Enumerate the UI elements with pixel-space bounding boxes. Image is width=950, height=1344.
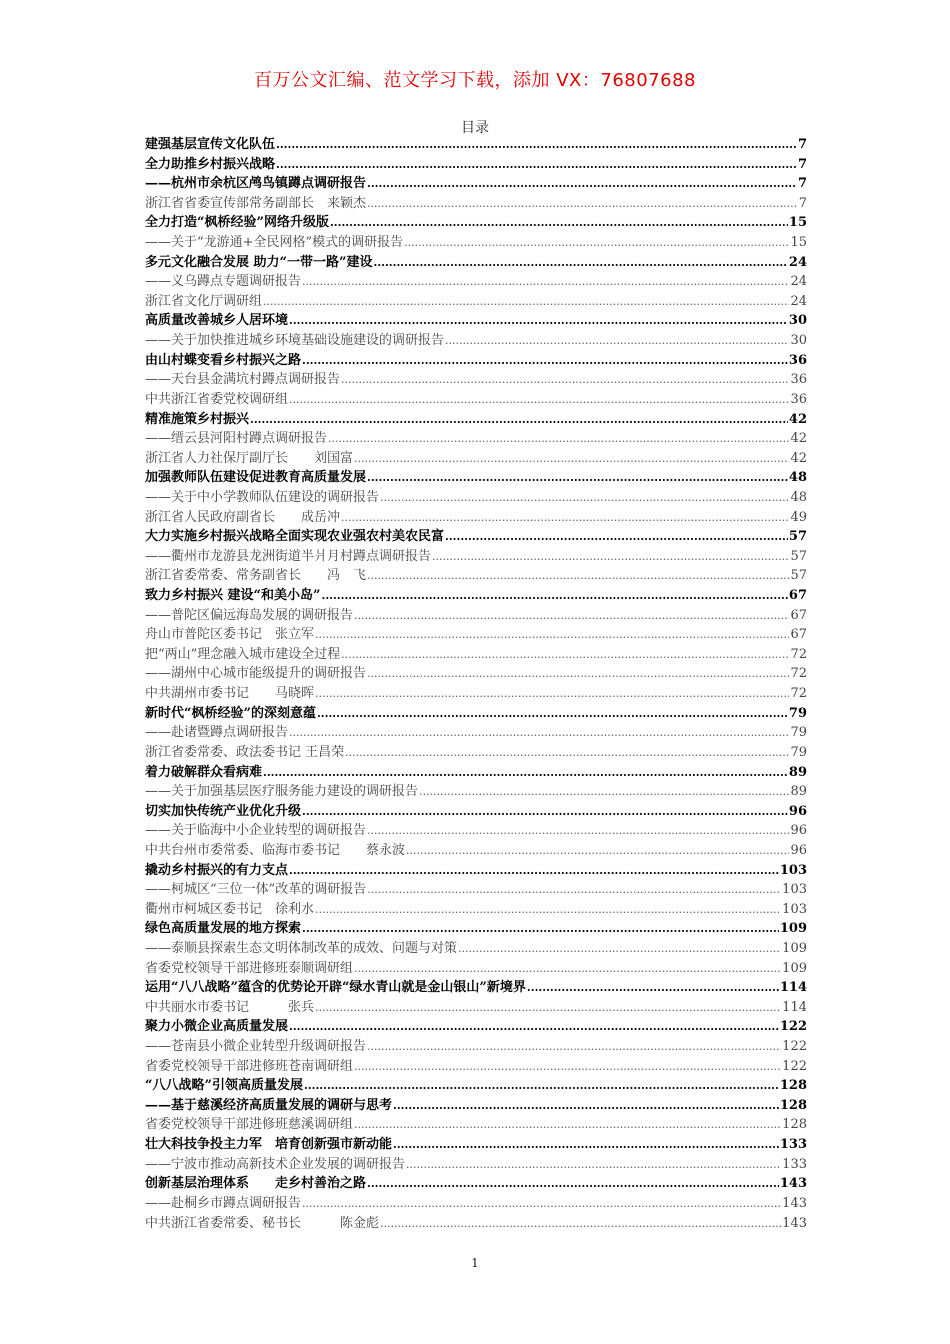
- dot-leader: [354, 1115, 781, 1135]
- toc-entry[interactable]: [145, 213, 807, 233]
- dot-leader: [315, 900, 781, 920]
- toc-entry-page: 7: [798, 195, 807, 211]
- toc-entry-title: 浙江省人力社保厅副厅长 刘国富: [145, 450, 354, 466]
- dot-leader: [406, 841, 789, 861]
- toc-entry-page: 79: [790, 744, 807, 760]
- dot-leader: [367, 1037, 781, 1057]
- toc-entry-page: 133: [779, 1137, 807, 1153]
- toc-entry-title: 中共浙江省委党校调研组: [145, 391, 289, 407]
- toc-entry-title: ——赴诸暨蹲点调研报告: [145, 725, 289, 741]
- dot-leader: [302, 1194, 781, 1214]
- toc-entry[interactable]: [145, 429, 807, 449]
- toc-entry-page: 67: [790, 607, 807, 623]
- toc-entry[interactable]: [145, 155, 807, 175]
- toc-entry-title: 由山村蝶变看乡村振兴之路: [145, 352, 302, 368]
- page-number: 1: [471, 1256, 479, 1270]
- toc-entry-page: 57: [790, 568, 807, 584]
- dot-leader: [341, 370, 789, 390]
- dot-leader: [432, 547, 789, 567]
- toc-entry[interactable]: [145, 821, 807, 841]
- toc-entry-title: 着力破解群众看病难: [145, 764, 263, 780]
- toc-entry[interactable]: [145, 704, 807, 724]
- toc-entry-page: 15: [788, 215, 807, 231]
- toc-entry-page: 128: [779, 1097, 807, 1113]
- toc-entry-title: ——普陀区偏远海岛发展的调研报告: [145, 607, 354, 623]
- dot-leader: [380, 1214, 781, 1234]
- toc-entry[interactable]: [145, 586, 807, 606]
- toc-entry-title: 壮大科技争投主力军 培育创新强市新动能: [145, 1137, 393, 1153]
- dot-leader: [276, 155, 797, 175]
- toc-entry-title: ——衢州市龙游县龙洲街道半爿月村蹲点调研报告: [145, 548, 432, 564]
- dot-leader: [328, 429, 789, 449]
- toc-entry-page: 48: [790, 489, 807, 505]
- dot-leader: [367, 194, 798, 214]
- toc-entry-page: 72: [790, 686, 807, 702]
- toc-entry[interactable]: [145, 664, 807, 684]
- dot-leader: [345, 743, 789, 763]
- dot-leader: [354, 606, 789, 626]
- toc-entry-page: 7: [797, 176, 807, 192]
- toc-entry[interactable]: [145, 135, 807, 155]
- toc-entry[interactable]: [145, 194, 807, 214]
- toc-entry[interactable]: [145, 978, 807, 998]
- toc-entry-title: 加强教师队伍建设促进教育高质量发展: [145, 470, 367, 486]
- toc-entry-title: 新时代“枫桥经验”的深刻意蕴: [145, 705, 316, 721]
- toc-entry-title: 创新基层治理体系 走乡村善治之路: [145, 1176, 367, 1192]
- toc-entry-page: 49: [790, 509, 807, 525]
- toc-entry[interactable]: [145, 959, 807, 979]
- toc-entry-title: 中共浙江省委常委、秘书长 陈金彪: [145, 1215, 380, 1231]
- toc-entry-page: 24: [790, 293, 807, 309]
- toc-entry-title: 多元文化融合发展 助力“一带一路”建设: [145, 254, 373, 270]
- toc-entry-title: 致力乡村振兴 建设“和美小岛”: [145, 588, 321, 604]
- dot-leader: [321, 586, 787, 606]
- toc-entry-page: 89: [788, 764, 807, 780]
- dot-leader: [367, 664, 789, 684]
- toc-entry[interactable]: [145, 410, 807, 430]
- toc-entry-page: 122: [782, 1058, 807, 1074]
- toc-entry-title: 聚力小微企业高质量发展: [145, 1019, 289, 1035]
- toc-entry-page: 133: [782, 1156, 807, 1172]
- toc-entry-page: 42: [788, 411, 807, 427]
- dot-leader: [354, 1057, 781, 1077]
- toc-entry[interactable]: [145, 1096, 807, 1116]
- toc-entry-title: ——苍南县小微企业转型升级调研报告: [145, 1039, 367, 1055]
- dot-leader: [458, 939, 781, 959]
- dot-leader: [341, 645, 789, 665]
- toc-entry[interactable]: [145, 311, 807, 331]
- dot-leader: [289, 723, 789, 743]
- toc-entry-title: ——杭州市余杭区鸬鸟镇蹲点调研报告: [145, 176, 367, 192]
- dot-leader: [367, 174, 797, 194]
- toc-entry-title: ——缙云县河阳村蹲点调研报告: [145, 431, 328, 447]
- toc-entry-page: 36: [788, 352, 807, 368]
- dot-leader: [304, 1076, 779, 1096]
- toc-entry-page: 96: [790, 823, 807, 839]
- dot-leader: [302, 802, 788, 822]
- toc-entry-page: 72: [790, 666, 807, 682]
- toc-entry-page: 114: [779, 980, 807, 996]
- toc-entry[interactable]: [145, 841, 807, 861]
- toc-entry-title: ——关于临海中小企业转型的调研报告: [145, 823, 367, 839]
- dot-leader: [367, 1174, 779, 1194]
- toc-entry-page: 96: [788, 803, 807, 819]
- toc-entry-title: 浙江省人民政府副省长 成岳冲: [145, 509, 341, 525]
- toc-entry[interactable]: [145, 331, 807, 351]
- toc-entry-title: 建强基层宣传文化队伍: [145, 137, 276, 152]
- toc-entry-page: 122: [782, 1039, 807, 1055]
- toc-entry-title: “八八战略”引领高质量发展: [145, 1078, 303, 1094]
- toc-entry[interactable]: [145, 468, 807, 488]
- toc-entry[interactable]: [145, 782, 807, 802]
- toc-entry[interactable]: [145, 292, 807, 312]
- toc-entry-title: ——关于“龙游通+全民网格”模式的调研报告: [145, 235, 404, 251]
- toc-entry-title: 把“两山”理念融入城市建设全过程: [145, 646, 341, 662]
- toc-entry-page: 42: [790, 450, 807, 466]
- toc-entry[interactable]: [145, 370, 807, 390]
- toc-entry-title: 高质量改善城乡人居环境: [145, 313, 289, 329]
- toc-entry-page: 57: [788, 529, 807, 545]
- toc-entry-title: ——泰顺县探索生态文明体制改革的成效、问题与对策: [145, 940, 458, 956]
- dot-leader: [380, 488, 789, 508]
- toc-entry[interactable]: [145, 233, 807, 253]
- toc-entry-title: ——湖州中心城市能级提升的调研报告: [145, 666, 367, 682]
- dot-leader: [367, 880, 781, 900]
- toc-entry-title: ——关于加强基层医疗服务能力建设的调研报告: [145, 784, 419, 800]
- toc-entry-title: 中共湖州市委书记 马晓晖: [145, 686, 315, 702]
- dot-leader: [289, 311, 788, 331]
- toc-entry-title: 撬动乡村振兴的有力支点: [145, 862, 289, 878]
- toc-entry-page: 109: [779, 921, 807, 937]
- toc-entry-page: 42: [790, 431, 807, 447]
- toc-entry[interactable]: [145, 625, 807, 645]
- toc-entry[interactable]: [145, 1057, 807, 1077]
- toc-entry-title: ——义乌蹲点专题调研报告: [145, 274, 302, 290]
- toc-entry-title: ——基于慈溪经济高质量发展的调研与思考: [145, 1097, 393, 1113]
- toc-entry-page: 103: [782, 882, 807, 898]
- dot-leader: [289, 390, 789, 410]
- toc-entry-page: 114: [782, 999, 807, 1015]
- toc-entry-title: 浙江省省委宣传部常务副部长 来颖杰: [145, 195, 367, 211]
- dot-leader: [315, 998, 781, 1018]
- toc-entry-title: 浙江省文化厅调研组: [145, 293, 263, 309]
- toc-entry-title: 切实加快传统产业优化升级: [145, 803, 302, 819]
- dot-leader: [317, 704, 788, 724]
- toc-entry-page: 103: [782, 901, 807, 917]
- toc-entry-title: ——赴桐乡市蹲点调研报告: [145, 1195, 302, 1211]
- toc-entry[interactable]: [145, 645, 807, 665]
- toc-entry[interactable]: [145, 566, 807, 586]
- toc-entry-title: ——关于中小学教师队伍建设的调研报告: [145, 489, 380, 505]
- toc-entry[interactable]: [145, 1076, 807, 1096]
- toc-entry-title: 运用“八八战略”蕴含的优势论开辟“绿水青山就是金山银山”新境界: [145, 980, 526, 996]
- dot-leader: [354, 959, 781, 979]
- toc-entry[interactable]: [145, 1174, 807, 1194]
- toc-entry-title: 全力打造“枫桥经验”网络升级版: [145, 215, 329, 231]
- toc-entry[interactable]: [145, 1135, 807, 1155]
- toc-entry-page: 57: [790, 548, 807, 564]
- toc-entry-title: ——天台县金满坑村蹲点调研报告: [145, 372, 341, 388]
- dot-leader: [373, 253, 787, 273]
- dot-leader: [445, 527, 788, 547]
- toc-entry[interactable]: [145, 723, 807, 743]
- toc-entry-page: 143: [779, 1176, 807, 1192]
- dot-leader: [315, 684, 789, 704]
- toc-entry[interactable]: [145, 488, 807, 508]
- toc-entry-title: ——关于加快推进城乡环境基础设施建设的调研报告: [145, 333, 445, 349]
- dot-leader: [341, 508, 789, 528]
- toc-entry-page: 36: [790, 391, 807, 407]
- toc-entry-title: 中共台州市委常委、临海市委书记 蔡永波: [145, 842, 406, 858]
- toc-entry-page: 103: [779, 862, 807, 878]
- toc-entry-page: 79: [788, 705, 807, 721]
- dot-leader: [367, 468, 788, 488]
- toc-entry-title: 省委党校领导干部进修班慈溪调研组: [145, 1117, 354, 1133]
- toc-entry[interactable]: [145, 900, 807, 920]
- dot-leader: [404, 233, 789, 253]
- toc-entry-title: 绿色高质量发展的地方探索: [145, 921, 302, 937]
- toc-entry-page: 67: [790, 627, 807, 643]
- dot-leader: [302, 919, 779, 939]
- toc-entry-page: 36: [790, 372, 807, 388]
- toc-entry-page: 24: [790, 274, 807, 290]
- toc-entry-page: 128: [779, 1078, 807, 1094]
- toc-entry[interactable]: [145, 606, 807, 626]
- toc-entry-page: 7: [797, 137, 807, 152]
- toc-entry[interactable]: [145, 1017, 807, 1037]
- toc-entry[interactable]: [145, 939, 807, 959]
- dot-leader: [263, 292, 789, 312]
- toc-entry[interactable]: [145, 508, 807, 528]
- dot-leader: [250, 410, 788, 430]
- toc-entry-title: 浙江省委常委、政法委书记 王昌荣: [145, 744, 345, 760]
- toc-entry-title: 舟山市普陀区委书记 张立军: [145, 627, 315, 643]
- toc-entry-page: 96: [790, 842, 807, 858]
- dot-leader: [527, 978, 779, 998]
- watermark-banner: 百万公文汇编、范文学习下载，添加 VX：76807688: [254, 70, 696, 91]
- dot-leader: [393, 1135, 779, 1155]
- toc-entry-title: 省委党校领导干部进修班泰顺调研组: [145, 960, 354, 976]
- toc-entry[interactable]: [145, 547, 807, 567]
- toc-entry[interactable]: [145, 861, 807, 881]
- toc-entry-page: 67: [788, 588, 807, 604]
- toc-entry-title: 省委党校领导干部进修班苍南调研组: [145, 1058, 354, 1074]
- toc-entry-page: 24: [788, 254, 807, 270]
- table-of-contents: [145, 135, 807, 1233]
- dot-leader: [354, 449, 789, 469]
- toc-entry[interactable]: [145, 253, 807, 273]
- toc-entry-page: 109: [782, 960, 807, 976]
- dot-leader: [330, 213, 788, 233]
- toc-entry-page: 79: [790, 725, 807, 741]
- toc-entry[interactable]: [145, 802, 807, 822]
- toc-entry[interactable]: [145, 527, 807, 547]
- toc-entry[interactable]: [145, 1194, 807, 1214]
- dot-leader: [445, 331, 789, 351]
- dot-leader: [406, 1155, 781, 1175]
- dot-leader: [276, 135, 797, 155]
- toc-entry-title: 中共丽水市委书记 张兵: [145, 999, 315, 1015]
- toc-entry[interactable]: [145, 1115, 807, 1135]
- toc-entry-title: ——柯城区“三位一体”改革的调研报告: [145, 882, 367, 898]
- toc-entry[interactable]: [145, 272, 807, 292]
- dot-leader: [315, 625, 789, 645]
- toc-entry-page: 143: [782, 1215, 807, 1231]
- toc-entry[interactable]: [145, 763, 807, 783]
- dot-leader: [263, 763, 788, 783]
- toc-entry[interactable]: [145, 1037, 807, 1057]
- toc-entry[interactable]: [145, 351, 807, 371]
- toc-entry-page: 128: [782, 1117, 807, 1133]
- toc-entry-title: ——宁波市推动高新技术企业发展的调研报告: [145, 1156, 406, 1172]
- toc-title: 目录: [461, 120, 489, 136]
- toc-entry[interactable]: [145, 684, 807, 704]
- toc-entry-page: 7: [797, 156, 807, 172]
- toc-entry[interactable]: [145, 390, 807, 410]
- toc-entry[interactable]: [145, 1155, 807, 1175]
- dot-leader: [367, 566, 789, 586]
- dot-leader: [302, 351, 788, 371]
- toc-entry[interactable]: [145, 174, 807, 194]
- toc-entry-title: 浙江省委常委、常务副省长 冯 飞: [145, 568, 367, 584]
- toc-entry-page: 72: [790, 646, 807, 662]
- dot-leader: [419, 782, 789, 802]
- toc-entry-page: 89: [790, 784, 807, 800]
- toc-entry-title: 衢州市柯城区委书记 徐利水: [145, 901, 315, 917]
- dot-leader: [393, 1096, 779, 1116]
- toc-entry-page: 30: [788, 313, 807, 329]
- dot-leader: [289, 861, 779, 881]
- toc-entry[interactable]: [145, 449, 807, 469]
- toc-entry-page: 15: [790, 235, 807, 251]
- toc-entry-page: 48: [788, 470, 807, 486]
- toc-entry-title: 精准施策乡村振兴: [145, 411, 250, 427]
- dot-leader: [289, 1017, 779, 1037]
- toc-entry[interactable]: [145, 1214, 807, 1234]
- toc-entry-page: 30: [790, 333, 807, 349]
- dot-leader: [367, 821, 789, 841]
- toc-entry-page: 143: [782, 1195, 807, 1211]
- toc-entry[interactable]: [145, 998, 807, 1018]
- toc-entry[interactable]: [145, 919, 807, 939]
- toc-entry[interactable]: [145, 743, 807, 763]
- toc-entry-page: 122: [779, 1019, 807, 1035]
- toc-entry[interactable]: [145, 880, 807, 900]
- dot-leader: [302, 272, 789, 292]
- toc-entry-page: 109: [782, 940, 807, 956]
- toc-entry-title: 大力实施乡村振兴战略全面实现农业强农村美农民富: [145, 529, 445, 545]
- toc-entry-title: 全力助推乡村振兴战略: [145, 156, 276, 172]
